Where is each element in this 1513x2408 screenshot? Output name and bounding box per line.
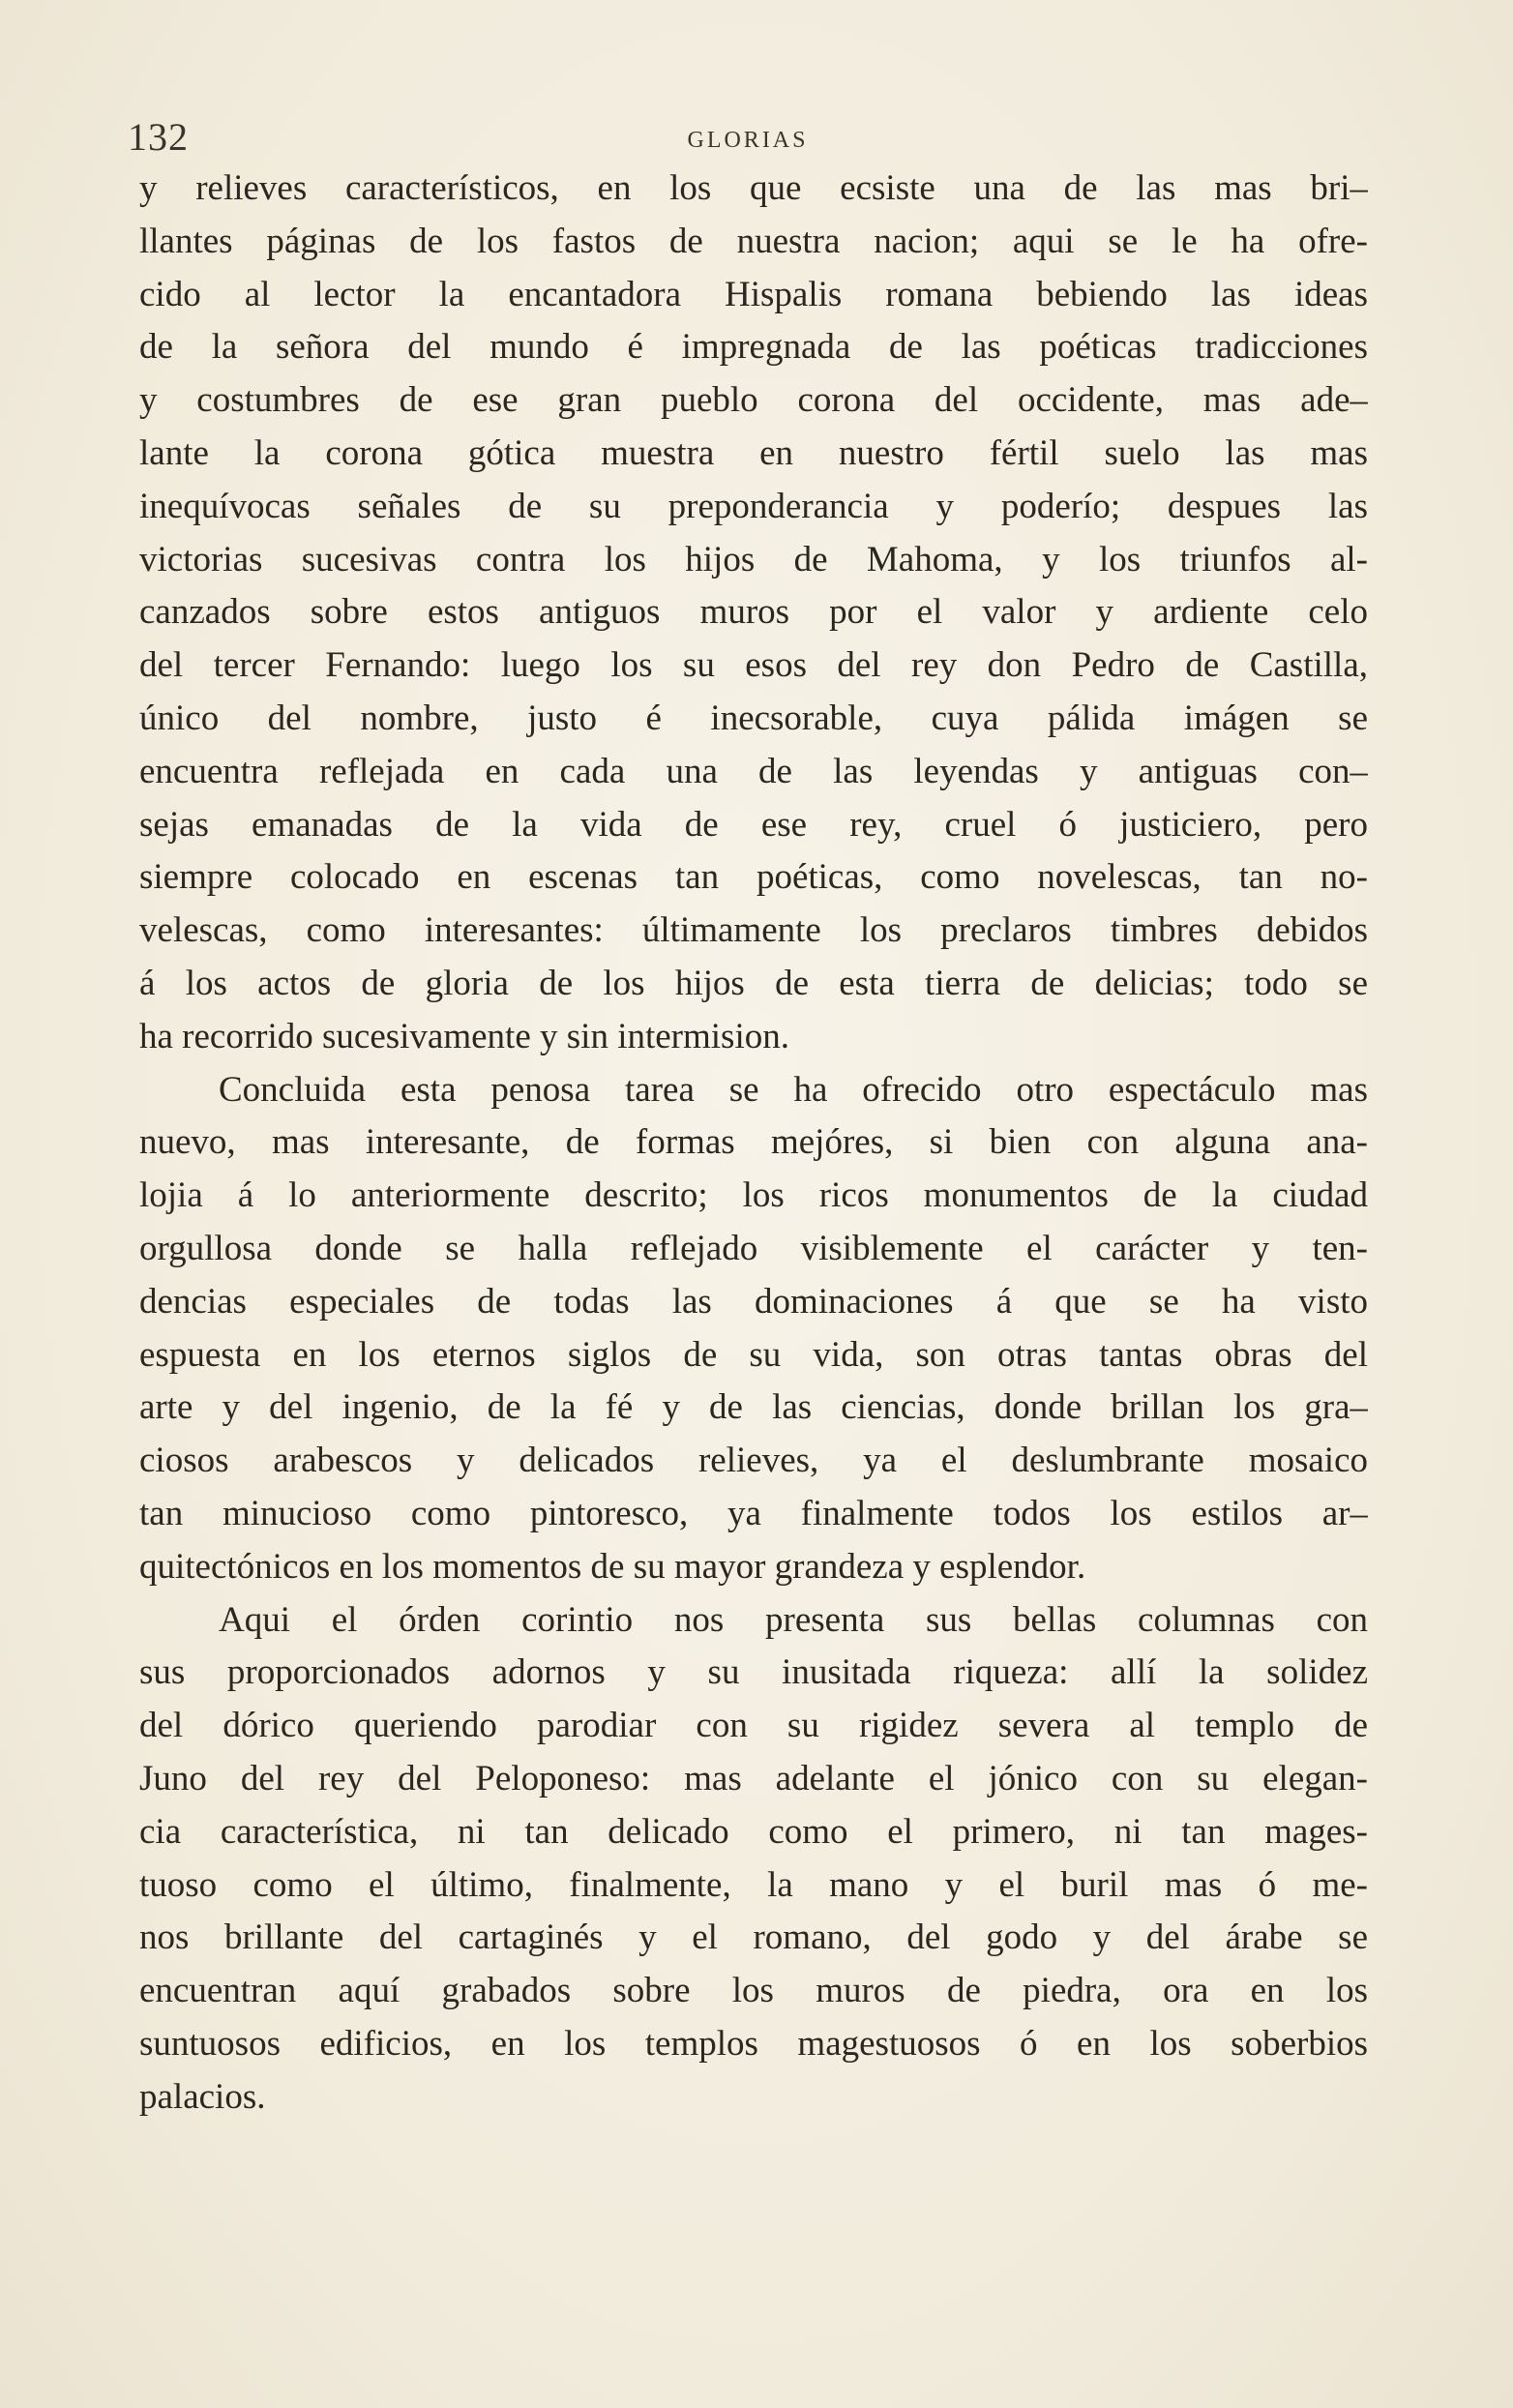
text-line: orgullosa donde se halla reflejado visiblemente el carácter y ten- (139, 1228, 1368, 1268)
text-line: ciosos arabescos y delicados relieves, ya el deslumbrante mosaico (139, 1441, 1368, 1481)
text-line: inequívocas señales de su preponderancia y poderío; despues las (139, 486, 1368, 526)
text-line: nuevo, mas interesante, de formas mejóres, si bien con alguna ana- (139, 1122, 1368, 1163)
text-line: espuesta en los eternos siglos de su vida, son otras tantas obras del (139, 1334, 1368, 1375)
text-line: sejas emanadas de la vida de ese rey, cruel ó justiciero, pero (139, 804, 1368, 845)
text-line: arte y del ingenio, de la fé y de las ciencias, donde brillan los gra– (139, 1387, 1368, 1428)
text-line: quitectónicos en los momentos de su mayor grandeza y esplendor. (139, 1546, 1086, 1587)
text-line: lojia á lo anteriormente descrito; los ricos monumentos de la ciudad (139, 1175, 1368, 1216)
text-line: único del nombre, justo é inecsorable, cuya pálida imágen se (139, 698, 1368, 738)
text-line: nos brillante del cartaginés y el romano, del godo y del árabe se (139, 1917, 1368, 1958)
running-head: GLORIAS (687, 128, 809, 153)
text-line: cia característica, ni tan delicado como el primero, ni tan mages- (139, 1811, 1368, 1852)
text-line: de la señora del mundo é impregnada de las poéticas tradicciones (139, 327, 1368, 368)
text-line: lante la corona gótica muestra en nuestro fértil suelo las mas (139, 432, 1368, 473)
text-line: llantes páginas de los fastos de nuestra nacion; aqui se le ha ofre- (139, 221, 1368, 261)
text-line: dencias especiales de todas las dominaciones á que se ha visto (139, 1281, 1368, 1322)
text-line: y relieves característicos, en los que ecsiste una de las mas bri– (139, 168, 1368, 208)
text-line: Juno del rey del Peloponeso: mas adelante el jónico con su elegan- (139, 1758, 1368, 1799)
paragraph-first-line: Concluida esta penosa tarea se ha ofrecido otro espectáculo mas (219, 1069, 1368, 1110)
text-line: á los actos de gloria de los hijos de esta tierra de delicias; todo se (139, 963, 1368, 1003)
page-number: 132 (128, 115, 189, 159)
page-header (128, 114, 1368, 163)
text-line: tan minucioso como pintoresco, ya finalmente todos los estilos ar– (139, 1493, 1368, 1533)
text-line: del tercer Fernando: luego los su esos del rey don Pedro de Castilla, (139, 645, 1368, 686)
paragraph-first-line: Aqui el órden corintio nos presenta sus bellas columnas con (219, 1599, 1368, 1640)
body-text (139, 163, 1368, 2124)
text-line: victorias sucesivas contra los hijos de Mahoma, y los triunfos al- (139, 539, 1368, 580)
text-line: y costumbres de ese gran pueblo corona del occidente, mas ade– (139, 380, 1368, 421)
text-line: tuoso como el último, finalmente, la mano y el buril mas ó me- (139, 1864, 1368, 1905)
text-line: suntuosos edificios, en los templos magestuosos ó en los soberbios (139, 2023, 1368, 2064)
text-line: palacios. (139, 2076, 266, 2117)
text-line: encuentran aquí grabados sobre los muros de piedra, ora en los (139, 1971, 1368, 2011)
text-line: del dórico queriendo parodiar con su rigidez severa al templo de (139, 1706, 1368, 1746)
text-line: canzados sobre estos antiguos muros por el valor y ardiente celo (139, 592, 1368, 633)
text-line: cido al lector la encantadora Hispalis romana bebiendo las ideas (139, 274, 1368, 314)
text-line: siempre colocado en escenas tan poéticas, como novelescas, tan no- (139, 857, 1368, 898)
text-line: ha recorrido sucesivamente y sin intermision. (139, 1016, 789, 1056)
text-line: velescas, como interesantes: últimamente los preclaros timbres debidos (139, 910, 1368, 951)
text-line: sus proporcionados adornos y su inusitada riqueza: allí la solidez (139, 1652, 1368, 1693)
text-line: encuentra reflejada en cada una de las leyendas y antiguas con– (139, 751, 1368, 791)
